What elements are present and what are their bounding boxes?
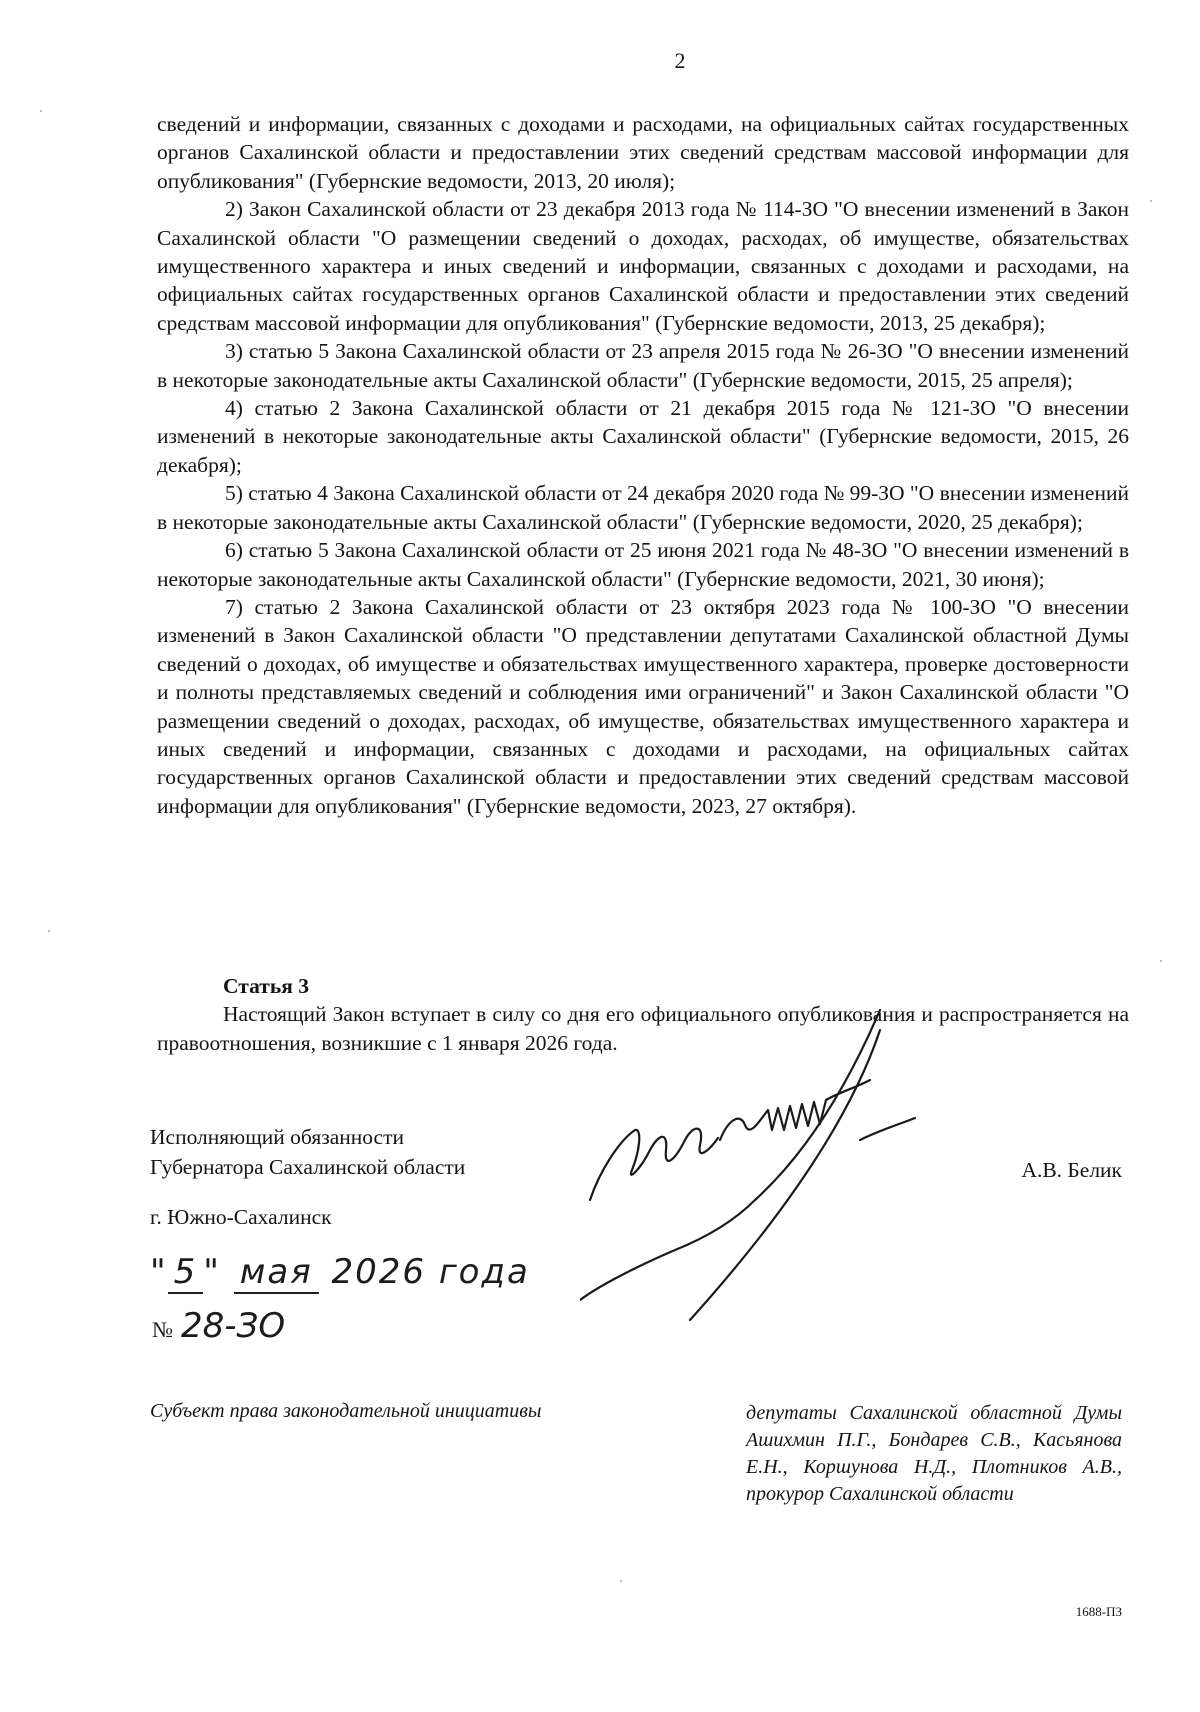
- scan-speck: [48, 930, 50, 932]
- article-3-text: Настоящий Закон вступает в силу со дня его официального опубликования и распространяется на правоотношения, возникшие с 1 января 2026 года.: [157, 1002, 1129, 1055]
- law-body: [157, 110, 1129, 820]
- number-sign: №: [152, 1317, 173, 1342]
- date-month: мая: [234, 1252, 319, 1294]
- signing-city: г. Южно-Сахалинск: [150, 1205, 332, 1229]
- signatory-position: [150, 1122, 465, 1182]
- page-number: 2: [674, 48, 686, 73]
- scan-speck: [40, 110, 42, 112]
- handwritten-law-number: [152, 1306, 285, 1346]
- law-number: 28-ЗО: [181, 1306, 286, 1346]
- handwritten-signature: [580, 1000, 1000, 1330]
- paragraph-item-5: 5) статью 4 Закона Сахалинской области от 24 декабря 2020 года № 99-ЗО "О внесении изменений в некоторые законодательные акты Сахалинской области" (Губернские ведомости, 2020, 25 декабря);: [157, 481, 1129, 534]
- handwritten-date: " 5 " мая 2026 года: [150, 1252, 530, 1292]
- initiative-label: Субъект права законодательной инициативы: [150, 1400, 542, 1422]
- paragraph-item-4: 4) статью 2 Закона Сахалинской области от 21 декабря 2015 года № 121-ЗО "О внесении изменений в некоторые законодательные акты Сахалинской области" (Губернские ведомости, 2015, 26 декабря);: [157, 396, 1129, 477]
- scan-speck: [620, 1580, 622, 1582]
- initiative-value: депутаты Сахалинской областной Думы Ашихмин П.Г., Бондарев С.В., Касьянова Е.Н., Коршунова Н.Д., Плотников А.В., прокурор Сахалинской области: [746, 1402, 1122, 1505]
- paragraph-continuation: сведений и информации, связанных с доходами и расходами, на официальных сайтах государственных органов Сахалинской области и предоставлении этих сведений средствам массовой информации для опубликования" (Губернские ведомости, 2013, 20 июля);: [157, 112, 1129, 193]
- paragraph-item-2: 2) Закон Сахалинской области от 23 декабря 2013 года № 114-ЗО "О внесении изменений в Закон Сахалинской области "О размещении сведений о доходах, расходах, об имуществе, обязательствах имущественного характера и иных сведений и информации, связанных с доходами и расходами, на официальных сайтах государственных органов Сахалинской области и предоставлении этих сведений средствам массовой информации для опубликования" (Губернские ведомости, 2013, 25 декабря);: [157, 197, 1129, 335]
- document-code: 1688-ПЗ: [1075, 1604, 1122, 1619]
- paragraph-item-6: 6) статью 5 Закона Сахалинской области от 25 июня 2021 года № 48-ЗО "О внесении изменений в некоторые законодательные акты Сахалинской области" (Губернские ведомости, 2021, 30 июня);: [157, 538, 1129, 591]
- scan-speck: [1150, 200, 1152, 202]
- date-day: 5: [168, 1252, 204, 1294]
- article-3-heading: Статья 3: [223, 974, 309, 998]
- signatory-name: А.В. Белик: [1021, 1158, 1122, 1182]
- date-year: 2026 года: [331, 1252, 530, 1292]
- position-line-1: Исполняющий обязанности: [150, 1125, 404, 1149]
- paragraph-item-7: 7) статью 2 Закона Сахалинской области от 23 октября 2023 года № 100-ЗО "О внесении изменений в Закон Сахалинской области "О представлении депутатами Сахалинской областной Думы сведений о доходах, об имуществе и обязательствах имущественного характера, проверке достоверности и полноты представляемых сведений и соблюдения ими ограничений" и Закон Сахалинской области "О размещении сведений о доходах, расходах, об имуществе, обязательствах имущественного характера и иных сведений и информации, связанных с доходами и расходами, на официальных сайтах государственных органов Сахалинской области и предоставлении этих сведений средствам массовой информации для опубликования" (Губернские ведомости, 2023, 27 октября).: [157, 594, 1129, 818]
- paragraph-item-3: 3) статью 5 Закона Сахалинской области от 23 апреля 2015 года № 26-ЗО "О внесении изменений в некоторые законодательные акты Сахалинской области" (Губернские ведомости, 2015, 25 апреля);: [157, 339, 1129, 392]
- position-line-2: Губернатора Сахалинской области: [150, 1155, 466, 1179]
- scan-speck: [1160, 960, 1162, 962]
